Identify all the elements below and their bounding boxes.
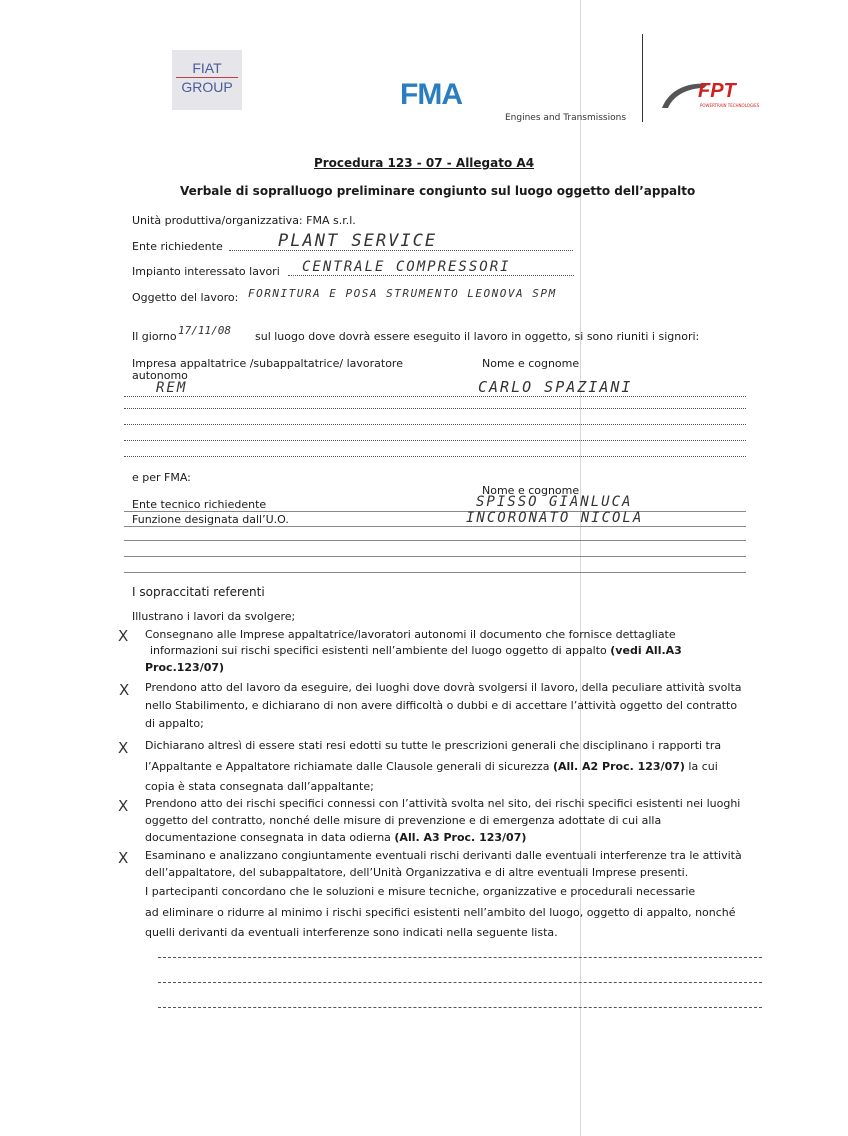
oggetto-label: Oggetto del lavoro: xyxy=(132,291,239,304)
item2-line1: Prendono atto del lavoro da eseguire, dei luoghi dove dovrà svolgersi il lavoro, della peculiare attività svolta xyxy=(145,681,742,694)
item3-line2-tail: la cui xyxy=(684,760,718,773)
fma-section-label: e per FMA: xyxy=(132,471,191,484)
item5-line1: Esaminano e analizzano congiuntamente eventuali rischi derivanti dalle eventuali interferenze tra le attività xyxy=(145,849,742,862)
impresa-row-line-3 xyxy=(124,424,746,425)
fiat-logo-divider xyxy=(176,77,238,78)
fpt-logo-subtitle: POWERTRAIN TECHNOLOGIES xyxy=(700,103,760,108)
giorno-suffix: sul luogo dove dovrà essere eseguito il lavoro in oggetto, si sono riuniti i signori: xyxy=(255,330,700,343)
document-title: Procedura 123 - 07 - Allegato A4 xyxy=(313,156,535,170)
fma-subtitle: Engines and Transmissions xyxy=(505,113,627,123)
item2-line2: nello Stabilimento, e dichiarano di non avere difficoltà o dubbi e di accettare l’attività oggetto del contratto xyxy=(145,699,738,712)
fpt-logo-text: FPT xyxy=(698,80,736,102)
list-line-3 xyxy=(158,1007,762,1008)
item4-line3 xyxy=(145,831,526,845)
impresa-row-line-1 xyxy=(124,396,746,397)
oggetto-value: FORNITURA E POSA STRUMENTO LEONOVA SPM xyxy=(248,287,557,300)
impresa-row-line-2 xyxy=(124,408,746,409)
para-line2: ad eliminare o ridurre al minimo i rischi specifici esistenti nell’ambito del luogo, oggetto di appalto, nonché xyxy=(145,906,736,919)
ente-richiedente-value: PLANT SERVICE xyxy=(278,231,438,251)
fma-name-label: Nome e cognome xyxy=(482,484,580,497)
check-mark-3: X xyxy=(118,739,129,757)
giorno-prefix: Il giorno xyxy=(132,330,177,343)
impianto-value: CENTRALE COMPRESSORI xyxy=(302,259,511,275)
impresa-label-line2: autonomo xyxy=(132,369,188,382)
para-line1: I partecipanti concordano che le soluzioni e misure tecniche, organizzative e procedurali necessarie xyxy=(145,885,696,898)
impresa-name-label: Nome e cognome xyxy=(482,357,580,370)
ente-tecnico-line xyxy=(124,511,746,512)
check-mark-1: X xyxy=(118,627,129,645)
item3-line2-text: l’Appaltante e Appaltatore richiamate dalle Clausole generali di sicurezza xyxy=(145,760,553,773)
list-line-1 xyxy=(158,957,762,958)
item4-line1: Prendono atto dei rischi specifici connessi con l’attività svolta nel sito, dei rischi specifici esistenti nei luoghi xyxy=(145,797,741,810)
impresa-person-value: CARLO SPAZIANI xyxy=(478,378,633,396)
item1-line2-ref: (vedi All.A3 xyxy=(610,644,682,657)
impresa-row-line-5 xyxy=(124,456,746,457)
funzione-label: Funzione designata dall’U.O. xyxy=(132,513,289,526)
giorno-value: 17/11/08 xyxy=(178,324,231,337)
fiat-logo-line2: GROUP xyxy=(181,79,233,95)
item4-line3-ref: (All. A3 Proc. 123/07) xyxy=(394,831,527,844)
check-mark-5: X xyxy=(118,849,129,867)
item2-line3: di appalto; xyxy=(145,717,204,730)
impianto-label: Impianto interessato lavori xyxy=(132,265,280,278)
para-line3: quelli derivanti da eventuali interferenze sono indicati nella seguente lista. xyxy=(145,926,558,939)
item3-line2-ref: (All. A2 Proc. 123/07) xyxy=(552,760,685,773)
page-fold-line xyxy=(580,0,581,1136)
fma-row-line-4 xyxy=(124,556,746,557)
funzione-line xyxy=(124,526,746,527)
item3-line2 xyxy=(145,760,718,774)
fma-row-line-5 xyxy=(124,572,746,573)
ente-tecnico-value: SPISSO GIANLUCA xyxy=(476,494,633,510)
impresa-label-line1: Impresa appaltatrice /subappaltatrice/ lavoratore xyxy=(132,357,403,370)
fiat-group-logo xyxy=(172,50,242,110)
item1-line1: Consegnano alle Imprese appaltatrice/lavoratori autonomi il documento che fornisce dettagliate xyxy=(145,628,676,641)
impresa-row-line-4 xyxy=(124,440,746,441)
item1-line2 xyxy=(150,644,682,658)
funzione-value: INCORONATO NICOLA xyxy=(466,510,644,526)
fma-logo: FMA xyxy=(400,78,462,111)
referenti-heading: I sopraccitati referenti xyxy=(132,585,265,599)
item1-line3: Proc.123/07) xyxy=(145,661,225,674)
check-mark-4: X xyxy=(118,797,129,815)
item4-line2: oggetto del contratto, nonché delle misure di prevenzione e di emergenza adottate di cui alla xyxy=(145,814,662,827)
fma-row-line-3 xyxy=(124,540,746,541)
fiat-logo-line1: FIAT xyxy=(192,60,222,76)
item3-line1: Dichiarano altresì di essere stati resi edotti su tutte le prescrizioni generali che disciplinano i rapporti tra xyxy=(145,739,722,752)
item3-line3: copia è stata consegnata dall’appaltante; xyxy=(145,780,374,793)
document-subtitle: Verbale di sopralluogo preliminare congiunto sul luogo oggetto dell’appalto xyxy=(180,184,696,198)
header-separator xyxy=(642,34,643,122)
ente-tecnico-label: Ente tecnico richiedente xyxy=(132,498,267,511)
item1-line2-text: informazioni sui rischi specifici esistenti nell’ambiente del luogo oggetto di appalto xyxy=(150,644,611,657)
impianto-line xyxy=(288,275,574,276)
list-line-2 xyxy=(158,982,762,983)
check-mark-2: X xyxy=(119,681,130,699)
item5-line2: dell’appaltatore, del subappaltatore, dell’Unità Organizzativa e di altre eventuali Imprese presenti. xyxy=(145,866,689,879)
illustrano-line: Illustrano i lavori da svolgere; xyxy=(132,610,296,623)
impresa-company-value: REM xyxy=(156,380,188,396)
unita-produttiva: Unità produttiva/organizzativa: FMA s.r.l. xyxy=(132,214,356,227)
ente-richiedente-label: Ente richiedente xyxy=(132,240,223,253)
fpt-logo xyxy=(660,78,780,113)
item4-line3-text: documentazione consegnata in data odierna xyxy=(145,831,395,844)
